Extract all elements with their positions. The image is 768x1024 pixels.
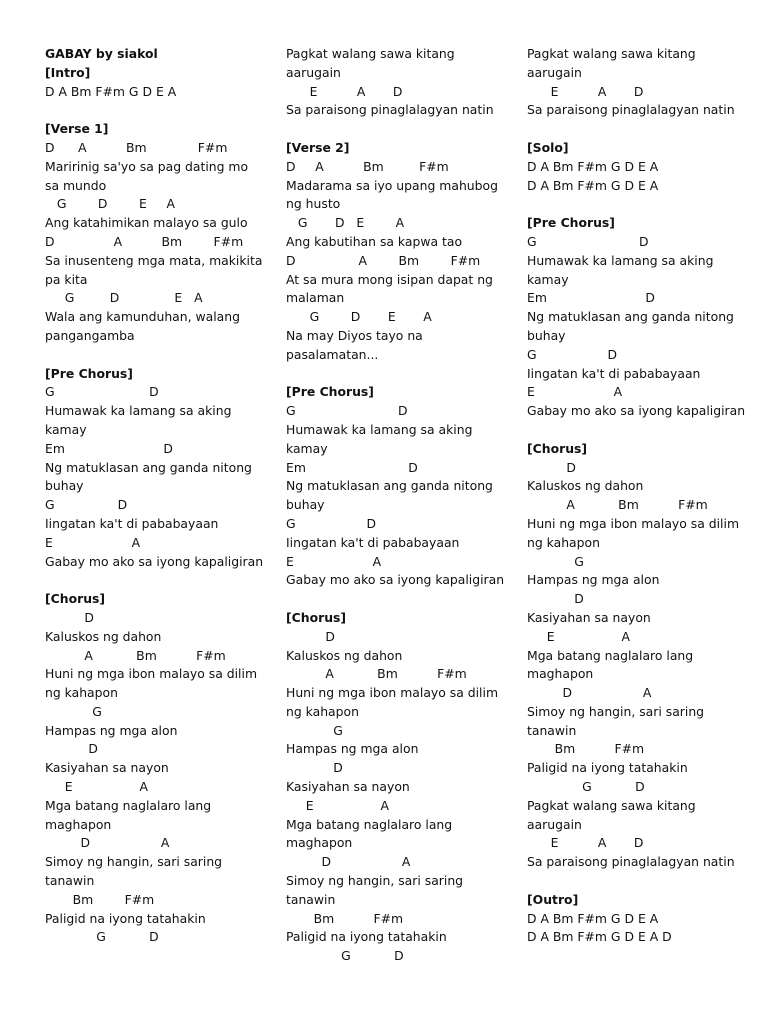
lyric-line: Paligid na iyong tatahakin — [286, 929, 447, 945]
lyric-line: Simoy ng hangin, sari saring — [286, 873, 464, 889]
blank-line — [45, 101, 275, 120]
lyric-line: Ng matuklasan ang ganda nitong — [286, 478, 493, 494]
lyric-line: Sa inusenteng mga mata, makikita — [45, 252, 263, 268]
section-heading: [Solo] — [527, 139, 569, 155]
lyric-line: Huni ng mga ibon malayo sa dilim — [286, 685, 499, 701]
blank-line — [527, 421, 757, 440]
chord-line: D A Bm F#m G D E A D — [527, 929, 672, 945]
section-heading: [Pre Chorus] — [45, 365, 133, 381]
lyric-line: tanawin — [527, 722, 577, 738]
lyric-line: kamay — [286, 440, 328, 456]
chord-line: D A Bm F#m — [286, 252, 481, 268]
lyric-line: Humawak ka lamang sa aking — [286, 421, 473, 437]
blank-line — [286, 120, 516, 139]
chord-line: G D — [286, 515, 377, 531]
chord-line: G D — [527, 779, 645, 795]
section-heading: [Verse 2] — [286, 139, 350, 155]
section-heading: [Pre Chorus] — [527, 215, 615, 231]
lyric-line: aarugain — [527, 816, 582, 832]
chord-line: D A Bm F#m — [45, 233, 244, 249]
chord-line: G D — [45, 497, 128, 513]
lyric-line: maghapon — [527, 666, 594, 682]
chord-line: G — [286, 722, 343, 738]
chord-line: D — [527, 591, 584, 607]
lyric-line: Humawak ka lamang sa aking — [45, 403, 232, 419]
lyric-line: kamay — [45, 421, 87, 437]
lyric-line: aarugain — [527, 64, 582, 80]
chord-line: D — [45, 609, 94, 625]
chord-line: Bm F#m — [527, 741, 645, 757]
lyric-line: buhay — [45, 478, 84, 494]
lyric-line: Sa paraisong pinaglalagyan natin — [527, 854, 735, 870]
lyric-line: maghapon — [286, 835, 353, 851]
blank-line — [45, 571, 275, 590]
lyric-line: Gabay mo ako sa iyong kapaligiran — [45, 553, 264, 569]
lyric-line: pangangamba — [45, 327, 135, 343]
lyric-line: Gabay mo ako sa iyong kapaligiran — [527, 403, 746, 419]
lyric-line: Kaluskos ng dahon — [45, 628, 162, 644]
chord-line: Em D — [286, 459, 418, 475]
chord-line: E A D — [286, 83, 403, 99]
section-heading: [Intro] — [45, 64, 91, 80]
blank-line — [286, 365, 516, 384]
lyrics-column-2 — [286, 45, 516, 966]
lyric-line: Na may Diyos tayo na — [286, 327, 423, 343]
lyric-line: tanawin — [45, 873, 95, 889]
chord-line: D A Bm F#m G D E A — [527, 177, 659, 193]
lyric-line: Ng matuklasan ang ganda nitong — [527, 309, 734, 325]
chord-line: D A — [45, 835, 170, 851]
lyric-line: Mga batang naglalaro lang — [527, 647, 694, 663]
chord-line: Bm F#m — [45, 891, 155, 907]
section-heading: [Chorus] — [527, 440, 588, 456]
lyric-line: aarugain — [286, 64, 341, 80]
lyric-line: Kasiyahan sa nayon — [286, 779, 410, 795]
section-heading: [Verse 1] — [45, 121, 109, 137]
chord-line: E A — [286, 553, 382, 569]
lyric-line: Ang kabutihan sa kapwa tao — [286, 233, 463, 249]
lyric-line: Ng matuklasan ang ganda nitong — [45, 459, 252, 475]
lyric-line: Simoy ng hangin, sari saring — [527, 703, 705, 719]
section-heading: [Chorus] — [286, 609, 347, 625]
lyric-line: ng kahapon — [286, 703, 359, 719]
chord-line: Bm F#m — [286, 910, 404, 926]
chord-line: D A — [527, 685, 652, 701]
lyric-line: Kaluskos ng dahon — [527, 478, 644, 494]
lyric-line: Pagkat walang sawa kitang — [286, 46, 455, 61]
lyric-line: malaman — [286, 290, 345, 306]
blank-line — [45, 346, 275, 365]
lyric-line: Huni ng mga ibon malayo sa dilim — [527, 515, 740, 531]
chord-line: D — [286, 628, 335, 644]
lyric-line: pasalamatan... — [286, 346, 379, 362]
lyric-line: At sa mura mong isipan dapat ng — [286, 271, 493, 287]
chord-line: G D — [286, 948, 404, 964]
lyric-line: Kasiyahan sa nayon — [45, 760, 169, 776]
lyric-line: Iingatan ka't di pababayaan — [45, 515, 219, 531]
chord-line: D A — [286, 854, 411, 870]
lyric-line: Pagkat walang sawa kitang — [527, 797, 696, 813]
lyric-line: Iingatan ka't di pababayaan — [286, 534, 460, 550]
chord-line: D — [286, 760, 343, 776]
lyric-line: Paligid na iyong tatahakin — [45, 910, 206, 926]
chord-line: E A — [527, 384, 623, 400]
lyric-line: tanawin — [286, 891, 336, 907]
chord-line: A Bm F#m — [45, 647, 226, 663]
chord-line: G D — [527, 346, 618, 362]
lyric-line: Hampas ng mga alon — [45, 722, 178, 738]
lyric-line: ng kahapon — [527, 534, 600, 550]
chord-line: E A D — [527, 83, 644, 99]
section-heading: GABAY by siakol — [45, 46, 158, 61]
section-heading: [Chorus] — [45, 591, 106, 607]
chord-line: G D E A — [45, 290, 203, 306]
chord-line: G D — [286, 403, 408, 419]
lyric-line: Sa paraisong pinaglalagyan natin — [527, 102, 735, 118]
lyric-line: Hampas ng mga alon — [286, 741, 419, 757]
lyric-line: Paligid na iyong tatahakin — [527, 760, 688, 776]
lyric-line: Wala ang kamunduhan, walang — [45, 309, 240, 325]
chord-line: G — [45, 703, 102, 719]
lyric-line: Hampas ng mga alon — [527, 572, 660, 588]
lyric-line: Mga batang naglalaro lang — [286, 816, 453, 832]
chord-line: G D — [527, 233, 649, 249]
lyrics-column-3 — [527, 45, 757, 947]
chord-line: D A Bm F#m — [45, 139, 228, 155]
lyric-line: ng husto — [286, 196, 341, 212]
chord-line: D A Bm F#m G D E A — [527, 910, 659, 926]
chord-line: G D — [45, 384, 159, 400]
lyric-line: Gabay mo ako sa iyong kapaligiran — [286, 572, 505, 588]
chord-line: E A — [45, 779, 148, 795]
chord-line: A Bm F#m — [527, 497, 708, 513]
chord-line: E A — [286, 797, 389, 813]
chord-line: D A Bm F#m G D E A — [45, 83, 177, 99]
section-heading: [Pre Chorus] — [286, 384, 374, 400]
chord-line: G D E A — [45, 196, 175, 212]
chord-line: Em D — [45, 440, 173, 456]
chord-line: D — [527, 459, 576, 475]
lyrics-column-1 — [45, 45, 275, 947]
lyric-line: pa kita — [45, 271, 88, 287]
lyric-line: buhay — [527, 327, 566, 343]
lyric-line: Kaluskos ng dahon — [286, 647, 403, 663]
chord-line: D — [45, 741, 98, 757]
chord-line: D A Bm F#m G D E A — [527, 158, 659, 174]
blank-line — [527, 872, 757, 891]
lyric-line: Ang katahimikan malayo sa gulo — [45, 215, 248, 231]
lyric-line: Pagkat walang sawa kitang — [527, 46, 696, 61]
chord-line: E A — [527, 628, 630, 644]
lyric-line: Madarama sa iyo upang mahubog — [286, 177, 498, 193]
chord-line: G D E A — [286, 309, 432, 325]
lyric-line: Maririnig sa'yo sa pag dating mo — [45, 158, 249, 174]
blank-line — [286, 590, 516, 609]
blank-line — [527, 120, 757, 139]
lyric-line: Kasiyahan sa nayon — [527, 609, 651, 625]
chord-line: G D — [45, 929, 159, 945]
lyric-line: maghapon — [45, 816, 112, 832]
chord-line: G D E A — [286, 215, 405, 231]
lyric-line: sa mundo — [45, 177, 107, 193]
lyric-line: kamay — [527, 271, 569, 287]
lyric-line: Humawak ka lamang sa aking — [527, 252, 714, 268]
section-heading: [Outro] — [527, 891, 579, 907]
lyric-line: ng kahapon — [45, 685, 118, 701]
chord-line: G — [527, 553, 584, 569]
lyric-line: Sa paraisong pinaglalagyan natin — [286, 102, 494, 118]
lyric-line: Huni ng mga ibon malayo sa dilim — [45, 666, 258, 682]
chord-line: E A D — [527, 835, 644, 851]
chord-line: E A — [45, 534, 141, 550]
lyric-line: Mga batang naglalaro lang — [45, 797, 212, 813]
blank-line — [527, 195, 757, 214]
chord-line: D A Bm F#m — [286, 158, 449, 174]
lyric-line: buhay — [286, 497, 325, 513]
chord-line: A Bm F#m — [286, 666, 467, 682]
chord-line: Em D — [527, 290, 655, 306]
lyric-line: Iingatan ka't di pababayaan — [527, 365, 701, 381]
lyric-line: Simoy ng hangin, sari saring — [45, 854, 223, 870]
